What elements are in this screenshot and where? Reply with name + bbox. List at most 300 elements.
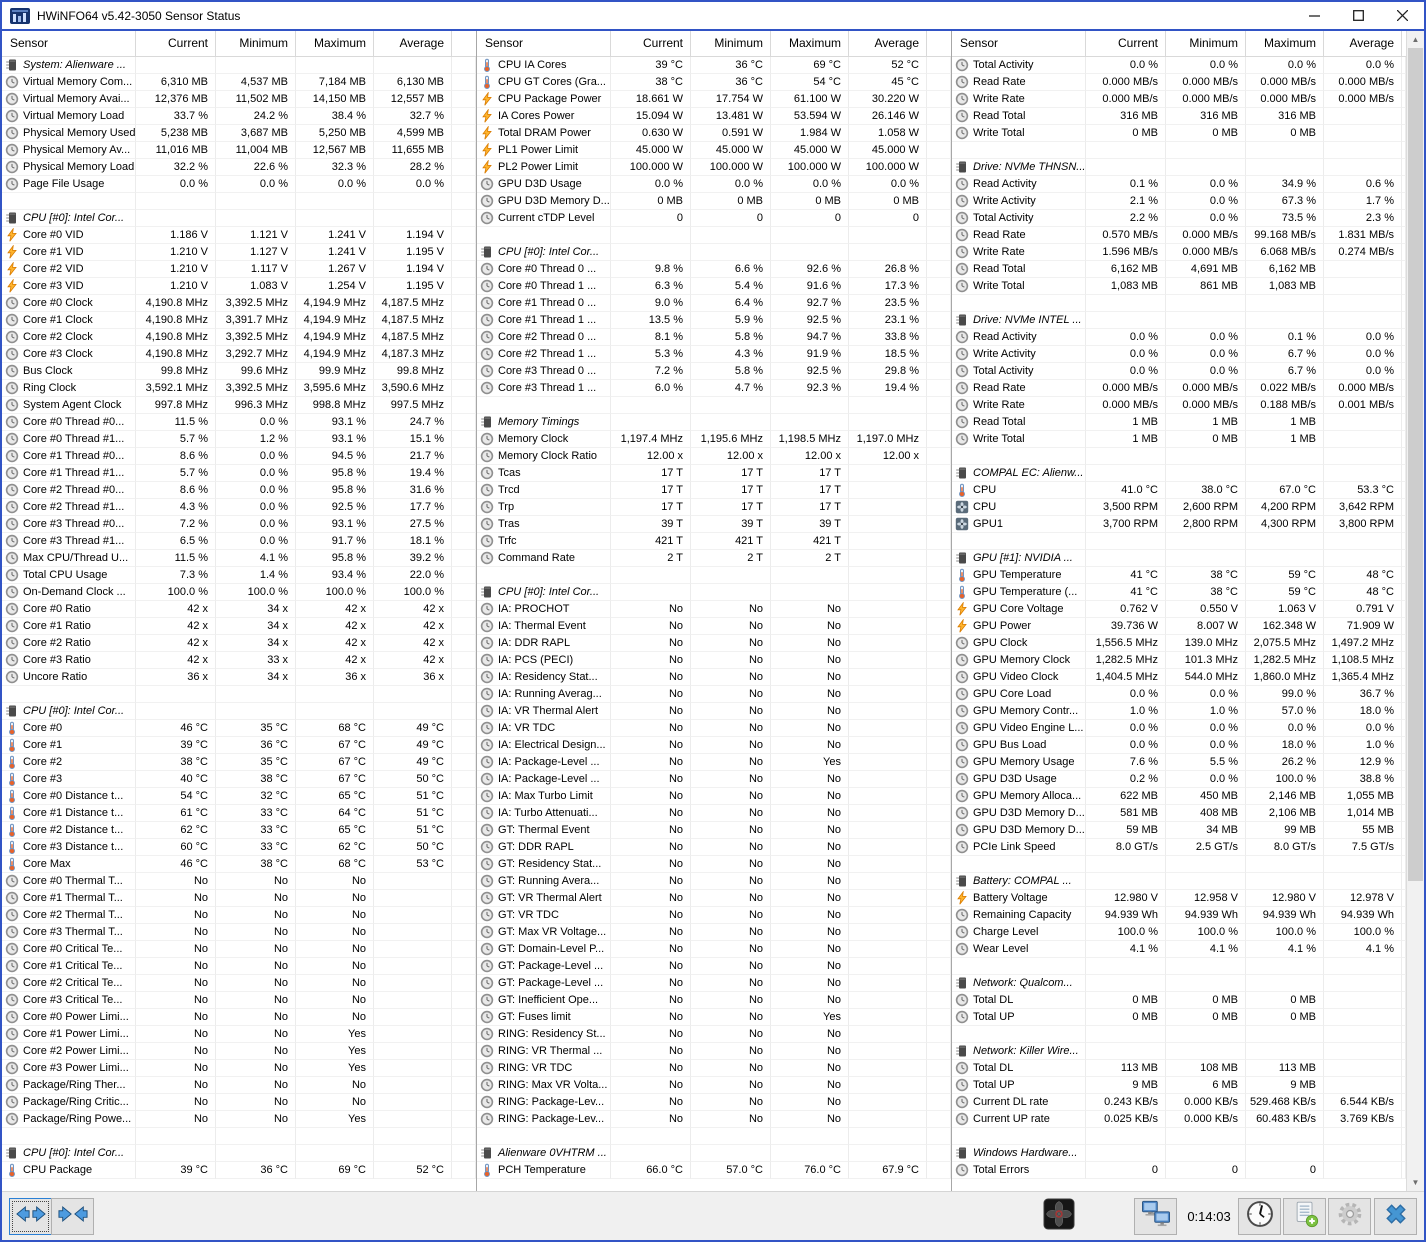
sensor-row[interactable] xyxy=(477,550,951,567)
sensor-row[interactable] xyxy=(952,108,1406,125)
sensor-row[interactable] xyxy=(2,941,476,958)
sensor-row[interactable] xyxy=(2,227,476,244)
value-maximum: No xyxy=(771,907,849,924)
sensor-row[interactable] xyxy=(2,346,476,363)
row-filler xyxy=(452,601,476,618)
chip-icon xyxy=(5,704,19,718)
sensor-row[interactable] xyxy=(2,601,476,618)
sensor-name-cell xyxy=(2,788,136,805)
sensor-row[interactable] xyxy=(477,142,951,159)
value-minimum: 17 T xyxy=(691,482,771,499)
sensor-row[interactable] xyxy=(952,924,1406,941)
sensor-row[interactable] xyxy=(477,516,951,533)
section-row[interactable] xyxy=(952,1145,1406,1162)
vertical-scrollbar[interactable] xyxy=(1406,31,1424,1191)
scrollbar-track[interactable] xyxy=(1407,48,1424,1174)
sensor-row[interactable] xyxy=(477,1094,951,1111)
sensor-row[interactable] xyxy=(2,754,476,771)
sensor-row[interactable] xyxy=(477,363,951,380)
sensor-row[interactable] xyxy=(2,907,476,924)
sensor-row[interactable] xyxy=(952,261,1406,278)
sensor-row[interactable] xyxy=(2,975,476,992)
section-row[interactable] xyxy=(2,210,476,227)
row-filler xyxy=(452,1060,476,1077)
sensor-row[interactable] xyxy=(477,1026,951,1043)
sensor-row[interactable] xyxy=(2,363,476,380)
sensor-row[interactable] xyxy=(477,1162,951,1179)
sensor-row[interactable] xyxy=(952,890,1406,907)
sensor-row[interactable] xyxy=(952,788,1406,805)
sensor-row[interactable] xyxy=(477,499,951,516)
sensor-row[interactable] xyxy=(477,193,951,210)
column-header-minimum[interactable]: Minimum xyxy=(691,31,771,56)
sensor-row[interactable] xyxy=(477,210,951,227)
value-current: 1.186 V xyxy=(136,227,216,244)
sensor-row[interactable] xyxy=(952,720,1406,737)
value-average xyxy=(849,1060,927,1077)
row-filler xyxy=(927,448,951,465)
spacer-row xyxy=(952,1026,1406,1043)
sensor-row[interactable] xyxy=(477,125,951,142)
sensor-row[interactable] xyxy=(477,873,951,890)
sensor-row[interactable] xyxy=(952,431,1406,448)
sensor-row[interactable] xyxy=(952,703,1406,720)
sensor-row[interactable] xyxy=(477,652,951,669)
row-filler xyxy=(452,890,476,907)
value-minimum: 0.0 % xyxy=(1166,346,1246,363)
sensor-row[interactable] xyxy=(952,329,1406,346)
sensor-row[interactable] xyxy=(477,431,951,448)
sensor-row[interactable] xyxy=(2,1162,476,1179)
row-filler xyxy=(927,839,951,856)
sensor-row[interactable] xyxy=(2,822,476,839)
minimize-button[interactable] xyxy=(1292,2,1336,29)
sensor-row[interactable] xyxy=(477,312,951,329)
scroll-up-icon[interactable]: ▲ xyxy=(1411,35,1420,44)
sensor-row[interactable] xyxy=(477,839,951,856)
sensor-row[interactable] xyxy=(952,737,1406,754)
sensor-label: System: Alienware ... xyxy=(23,59,126,71)
spacer-row xyxy=(952,533,1406,550)
sensor-label: Core #0 Power Limi... xyxy=(23,1011,129,1023)
value-minimum: 2,600 RPM xyxy=(1166,499,1246,516)
sensor-row[interactable] xyxy=(477,380,951,397)
sensor-row[interactable] xyxy=(952,1060,1406,1077)
sensor-row[interactable] xyxy=(2,788,476,805)
value-maximum xyxy=(771,584,849,601)
value-minimum: No xyxy=(691,737,771,754)
sensor-row[interactable] xyxy=(477,907,951,924)
sensor-row[interactable] xyxy=(2,261,476,278)
column-header-current[interactable]: Current xyxy=(611,31,691,56)
value-current: 100.0 % xyxy=(1086,924,1166,941)
sensor-row[interactable] xyxy=(477,958,951,975)
sensor-row[interactable] xyxy=(952,652,1406,669)
sensor-row[interactable] xyxy=(2,108,476,125)
sensor-row[interactable] xyxy=(952,380,1406,397)
expand-columns-button[interactable] xyxy=(9,1198,52,1235)
sensor-row[interactable] xyxy=(2,499,476,516)
sensor-name-cell xyxy=(477,193,611,210)
sensor-row[interactable] xyxy=(477,737,951,754)
sensor-row[interactable] xyxy=(952,176,1406,193)
sensor-panels xyxy=(2,31,1424,1191)
sensor-row[interactable] xyxy=(952,227,1406,244)
sensor-row[interactable] xyxy=(2,465,476,482)
sensor-row[interactable] xyxy=(477,635,951,652)
sensor-row[interactable] xyxy=(477,278,951,295)
sensor-row[interactable] xyxy=(477,1009,951,1026)
settings-button[interactable] xyxy=(1328,1198,1371,1235)
sensor-row[interactable] xyxy=(477,1060,951,1077)
sensor-row[interactable] xyxy=(477,465,951,482)
sensor-row[interactable] xyxy=(952,397,1406,414)
sensor-row[interactable] xyxy=(477,1111,951,1128)
sensor-row[interactable] xyxy=(2,1060,476,1077)
sensor-row[interactable] xyxy=(952,193,1406,210)
row-filler xyxy=(452,108,476,125)
column-header-current[interactable]: Current xyxy=(136,31,216,56)
column-header-average[interactable]: Average xyxy=(374,31,452,56)
sensor-label: CPU Package Power xyxy=(498,93,602,105)
sensor-row[interactable] xyxy=(952,618,1406,635)
sensor-row[interactable] xyxy=(2,1094,476,1111)
value-minimum: 36 °C xyxy=(216,737,296,754)
sensor-row[interactable] xyxy=(2,618,476,635)
column-header-maximum[interactable]: Maximum xyxy=(1246,31,1324,56)
row-filler xyxy=(927,57,951,74)
value-minimum: No xyxy=(691,856,771,873)
sensor-row[interactable] xyxy=(952,1009,1406,1026)
sensor-row[interactable] xyxy=(477,346,951,363)
clock-button[interactable] xyxy=(1238,1198,1281,1235)
sensor-row[interactable] xyxy=(2,295,476,312)
value-current xyxy=(1086,465,1166,482)
section-row[interactable] xyxy=(477,1145,951,1162)
sensor-row[interactable] xyxy=(477,822,951,839)
sensor-row[interactable] xyxy=(477,1043,951,1060)
sensor-row[interactable] xyxy=(2,839,476,856)
value-minimum: 33 °C xyxy=(216,822,296,839)
sensor-row[interactable] xyxy=(952,567,1406,584)
sensor-row[interactable] xyxy=(477,601,951,618)
sensor-row[interactable] xyxy=(477,91,951,108)
sensor-row[interactable] xyxy=(477,703,951,720)
column-header-sensor[interactable]: Sensor xyxy=(477,31,611,56)
sensor-row[interactable] xyxy=(477,856,951,873)
sensor-row[interactable] xyxy=(477,720,951,737)
sensor-row[interactable] xyxy=(952,210,1406,227)
section-row[interactable] xyxy=(2,1145,476,1162)
value-maximum: 65 °C xyxy=(296,788,374,805)
sensor-row[interactable] xyxy=(477,788,951,805)
row-filler xyxy=(452,839,476,856)
sensor-row[interactable] xyxy=(952,805,1406,822)
sensor-row[interactable] xyxy=(2,91,476,108)
section-row[interactable] xyxy=(952,465,1406,482)
sensor-row[interactable] xyxy=(477,448,951,465)
sensor-row[interactable] xyxy=(477,57,951,74)
value-average xyxy=(374,1043,452,1060)
sensor-row[interactable] xyxy=(2,958,476,975)
gauge-icon xyxy=(5,908,19,922)
value-maximum: 100.0 % xyxy=(1246,924,1324,941)
sensor-row[interactable] xyxy=(477,992,951,1009)
value-maximum: 69 °C xyxy=(771,57,849,74)
sensor-row[interactable] xyxy=(2,567,476,584)
sensor-row[interactable] xyxy=(477,108,951,125)
value-maximum: 59 °C xyxy=(1246,584,1324,601)
value-current: 42 x xyxy=(136,601,216,618)
report-button[interactable] xyxy=(1283,1198,1326,1235)
sensor-row[interactable] xyxy=(952,771,1406,788)
sensor-row[interactable] xyxy=(477,482,951,499)
section-row[interactable] xyxy=(952,312,1406,329)
sensor-row[interactable] xyxy=(477,754,951,771)
sensor-row[interactable] xyxy=(952,992,1406,1009)
column-header-minimum[interactable]: Minimum xyxy=(1166,31,1246,56)
row-filler xyxy=(927,873,951,890)
value-average xyxy=(374,890,452,907)
sensor-row[interactable] xyxy=(952,1094,1406,1111)
sensor-row[interactable] xyxy=(952,601,1406,618)
scrollbar-thumb[interactable] xyxy=(1408,48,1423,881)
sensor-panel-right xyxy=(952,31,1424,1191)
sensor-row[interactable] xyxy=(2,890,476,907)
row-filler xyxy=(927,227,951,244)
section-row[interactable] xyxy=(477,584,951,601)
value-minimum: 32 °C xyxy=(216,788,296,805)
sensor-row[interactable] xyxy=(477,669,951,686)
sensor-row[interactable] xyxy=(2,1026,476,1043)
gauge-icon xyxy=(955,58,969,72)
column-header-current[interactable]: Current xyxy=(1086,31,1166,56)
sensor-row[interactable] xyxy=(2,431,476,448)
value-current: 421 T xyxy=(611,533,691,550)
scroll-down-icon[interactable]: ▼ xyxy=(1411,1178,1420,1187)
sensor-row[interactable] xyxy=(2,873,476,890)
section-row[interactable] xyxy=(952,550,1406,567)
sensor-row[interactable] xyxy=(952,57,1406,74)
value-current: 5,238 MB xyxy=(136,125,216,142)
section-row[interactable] xyxy=(952,1043,1406,1060)
value-maximum xyxy=(296,1145,374,1162)
sensor-label: IA: Residency Stat... xyxy=(498,671,598,683)
column-header-average[interactable]: Average xyxy=(1324,31,1402,56)
remote-sensors-button[interactable] xyxy=(1134,1198,1177,1235)
column-header-sensor[interactable]: Sensor xyxy=(2,31,136,56)
column-header-maximum[interactable]: Maximum xyxy=(296,31,374,56)
sensor-label: Core #0 Thread 1 ... xyxy=(498,280,597,292)
fan-control-button[interactable] xyxy=(1042,1200,1075,1233)
sensor-row[interactable] xyxy=(477,295,951,312)
column-header-minimum[interactable]: Minimum xyxy=(216,31,296,56)
sensor-row[interactable] xyxy=(952,278,1406,295)
sensor-row[interactable] xyxy=(2,737,476,754)
sensor-row[interactable] xyxy=(477,159,951,176)
sensor-row[interactable] xyxy=(2,720,476,737)
sensor-row[interactable] xyxy=(2,1009,476,1026)
sensor-row[interactable] xyxy=(952,516,1406,533)
sensor-row[interactable] xyxy=(2,1111,476,1128)
sensor-row[interactable] xyxy=(952,822,1406,839)
section-row[interactable] xyxy=(2,57,476,74)
value-current xyxy=(136,686,216,703)
value-average xyxy=(1324,856,1402,873)
column-header-sensor[interactable]: Sensor xyxy=(952,31,1086,56)
sensor-row[interactable] xyxy=(2,125,476,142)
value-minimum: No xyxy=(691,890,771,907)
gauge-icon xyxy=(480,874,494,888)
sensor-row[interactable] xyxy=(952,1077,1406,1094)
sensor-row[interactable] xyxy=(952,482,1406,499)
value-minimum: 861 MB xyxy=(1166,278,1246,295)
sensor-row[interactable] xyxy=(477,686,951,703)
row-filler xyxy=(452,1043,476,1060)
sensor-row[interactable] xyxy=(477,924,951,941)
sensor-row[interactable] xyxy=(2,1077,476,1094)
close-sensors-button[interactable] xyxy=(1374,1198,1417,1235)
sensor-row[interactable] xyxy=(477,975,951,992)
sensor-name-cell xyxy=(2,465,136,482)
sensor-row[interactable] xyxy=(477,1077,951,1094)
value-average xyxy=(1324,550,1402,567)
sensor-name-cell xyxy=(2,1060,136,1077)
sensor-row[interactable] xyxy=(952,754,1406,771)
sensor-row[interactable] xyxy=(2,924,476,941)
sensor-row[interactable] xyxy=(2,516,476,533)
gauge-icon xyxy=(5,364,19,378)
value-current: 0.0 % xyxy=(1086,346,1166,363)
sensor-row[interactable] xyxy=(477,74,951,91)
value-average xyxy=(849,788,927,805)
value-maximum: No xyxy=(771,771,849,788)
collapse-columns-button[interactable] xyxy=(51,1198,94,1235)
column-header-average[interactable]: Average xyxy=(849,31,927,56)
sensor-row[interactable] xyxy=(2,635,476,652)
sensor-row[interactable] xyxy=(2,244,476,261)
sensor-row[interactable] xyxy=(952,244,1406,261)
sensor-row[interactable] xyxy=(2,278,476,295)
sensor-row[interactable] xyxy=(2,74,476,91)
sensor-row[interactable] xyxy=(477,329,951,346)
sensor-row[interactable] xyxy=(2,856,476,873)
close-button[interactable] xyxy=(1380,2,1424,29)
row-filler xyxy=(452,567,476,584)
sensor-row[interactable] xyxy=(952,363,1406,380)
gauge-icon xyxy=(955,109,969,123)
sensor-row[interactable] xyxy=(2,448,476,465)
sensor-row[interactable] xyxy=(952,839,1406,856)
section-row[interactable] xyxy=(477,414,951,431)
gauge-icon xyxy=(480,330,494,344)
sensor-row[interactable] xyxy=(2,652,476,669)
sensor-row[interactable] xyxy=(952,635,1406,652)
sensor-row[interactable] xyxy=(477,618,951,635)
sensor-row[interactable] xyxy=(477,261,951,278)
voltage-icon xyxy=(955,602,969,616)
value-maximum: 14,150 MB xyxy=(296,91,374,108)
gauge-icon xyxy=(5,466,19,480)
sensor-row[interactable] xyxy=(2,992,476,1009)
sensor-row[interactable] xyxy=(2,176,476,193)
sensor-row[interactable] xyxy=(952,414,1406,431)
sensor-row[interactable] xyxy=(477,890,951,907)
gauge-icon xyxy=(5,398,19,412)
sensor-row[interactable] xyxy=(952,669,1406,686)
sensor-row[interactable] xyxy=(952,941,1406,958)
value-maximum: 1.063 V xyxy=(1246,601,1324,618)
sensor-row[interactable] xyxy=(477,176,951,193)
sensor-row[interactable] xyxy=(952,584,1406,601)
sensor-row[interactable] xyxy=(2,414,476,431)
value-minimum: 38 °C xyxy=(216,771,296,788)
section-row[interactable] xyxy=(952,159,1406,176)
sensor-row[interactable] xyxy=(952,1111,1406,1128)
column-header-maximum[interactable]: Maximum xyxy=(771,31,849,56)
sensor-row[interactable] xyxy=(2,397,476,414)
sensor-row[interactable] xyxy=(477,533,951,550)
value-current: No xyxy=(611,907,691,924)
sensor-row[interactable] xyxy=(2,805,476,822)
maximize-button[interactable] xyxy=(1336,2,1380,29)
row-filler xyxy=(927,941,951,958)
value-average xyxy=(374,210,452,227)
value-minimum: 5.5 % xyxy=(1166,754,1246,771)
sensor-row[interactable] xyxy=(952,499,1406,516)
value-minimum xyxy=(1166,975,1246,992)
section-row[interactable] xyxy=(952,873,1406,890)
value-maximum: 92.3 % xyxy=(771,380,849,397)
sensor-row[interactable] xyxy=(952,125,1406,142)
sensor-row[interactable] xyxy=(952,686,1406,703)
value-average xyxy=(1324,431,1402,448)
sensor-row[interactable] xyxy=(2,669,476,686)
section-row[interactable] xyxy=(952,975,1406,992)
sensor-name-cell xyxy=(952,210,1086,227)
section-row[interactable] xyxy=(2,703,476,720)
sensor-label: Core #2 Critical Te... xyxy=(23,977,123,989)
sensor-row[interactable] xyxy=(477,941,951,958)
value-maximum: Yes xyxy=(296,1111,374,1128)
value-minimum: 34 x xyxy=(216,635,296,652)
sensor-row[interactable] xyxy=(2,584,476,601)
sensor-row[interactable] xyxy=(477,805,951,822)
sensor-row[interactable] xyxy=(2,159,476,176)
sensor-row[interactable] xyxy=(2,380,476,397)
sensor-row[interactable] xyxy=(952,91,1406,108)
gauge-icon xyxy=(5,126,19,140)
sensor-row[interactable] xyxy=(952,907,1406,924)
fan-icon xyxy=(955,517,969,531)
section-row[interactable] xyxy=(477,244,951,261)
sensor-row[interactable] xyxy=(952,346,1406,363)
value-average xyxy=(849,669,927,686)
sensor-row[interactable] xyxy=(2,142,476,159)
sensor-row[interactable] xyxy=(952,1162,1406,1179)
sensor-row[interactable] xyxy=(2,771,476,788)
sensor-name-cell xyxy=(2,363,136,380)
sensor-row[interactable] xyxy=(2,1043,476,1060)
sensor-row[interactable] xyxy=(2,312,476,329)
sensor-row[interactable] xyxy=(477,771,951,788)
sensor-label: RING: Residency St... xyxy=(498,1028,606,1040)
sensor-row[interactable] xyxy=(2,550,476,567)
sensor-row[interactable] xyxy=(952,74,1406,91)
sensor-row[interactable] xyxy=(2,533,476,550)
sensor-row[interactable] xyxy=(2,482,476,499)
sensor-row[interactable] xyxy=(2,329,476,346)
